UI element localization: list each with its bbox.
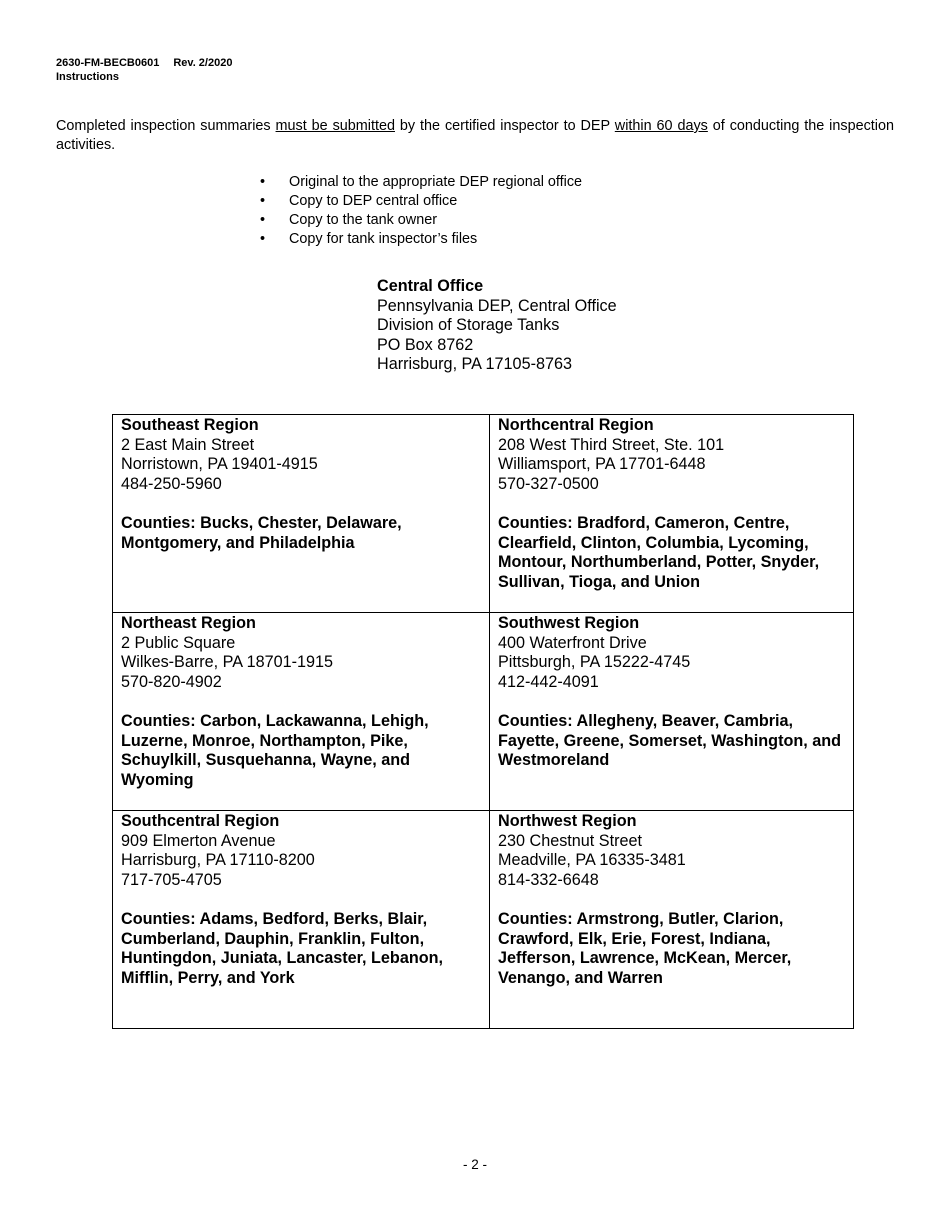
central-office-line: PO Box 8762: [377, 335, 474, 354]
central-office-line: Division of Storage Tanks: [377, 316, 560, 335]
distribution-item: • Copy to DEP central office: [258, 192, 582, 211]
region-name: Northeast Region: [121, 614, 256, 632]
region-phone: 484-250-5960: [121, 474, 222, 493]
central-office-address: [377, 277, 617, 375]
region-city: Williamsport, PA 17701-6448: [498, 455, 706, 474]
region-cell-northwest: [490, 811, 854, 1029]
region-name: Northcentral Region: [498, 416, 654, 434]
region-phone: 717-705-4705: [121, 870, 222, 889]
region-cell-southcentral: [113, 811, 490, 1029]
region-street: 400 Waterfront Drive: [498, 633, 647, 652]
intro-text-1: Completed inspection summaries: [56, 118, 276, 134]
region-counties: Counties: Adams, Bedford, Berks, Blair, Cumberland, Dauphin, Franklin, Fulton, Huntingdon, Juniata, Lancaster, Lebanon, Mifflin, Perry, and York: [121, 909, 443, 987]
regional-offices-table: [112, 414, 854, 1029]
intro-text-3: of conducting the inspection activities.: [56, 118, 894, 153]
region-street: 2 East Main Street: [121, 435, 255, 454]
region-counties: Counties: Carbon, Lackawanna, Lehigh, Luzerne, Monroe, Northampton, Pike, Schuylkill, Susquehanna, Wayne, and Wyoming: [121, 711, 429, 789]
region-city: Norristown, PA 19401-4915: [121, 455, 318, 474]
region-city: Meadville, PA 16335-3481: [498, 851, 686, 870]
distribution-item: • Original to the appropriate DEP regional office: [258, 173, 582, 192]
form-revision: Rev. 2/2020: [173, 57, 233, 69]
region-counties: Counties: Armstrong, Butler, Clarion, Crawford, Elk, Erie, Forest, Indiana, Jefferson, Lawrence, McKean, Mercer, Venango, and Warren: [498, 909, 792, 987]
region-counties: Counties: Bradford, Cameron, Centre, Clearfield, Clinton, Columbia, Lycoming, Montour, Northumberland, Potter, Snyder, Sullivan, Tioga, and Union: [498, 513, 820, 591]
region-name: Northwest Region: [498, 812, 637, 830]
region-phone: 570-327-0500: [498, 474, 599, 493]
region-cell-northcentral: [490, 415, 854, 613]
form-header: [56, 56, 232, 84]
form-section: Instructions: [56, 71, 119, 83]
distribution-list: [258, 173, 582, 249]
region-cell-southwest: [490, 613, 854, 811]
region-name: Southcentral Region: [121, 812, 280, 830]
central-office-line: Harrisburg, PA 17105-8763: [377, 355, 572, 374]
region-phone: 814-332-6648: [498, 870, 599, 889]
region-street: 909 Elmerton Avenue: [121, 831, 276, 850]
region-cell-northeast: [113, 613, 490, 811]
intro-text-2: by the certified inspector to DEP: [394, 118, 615, 134]
region-name: Southwest Region: [498, 614, 640, 632]
region-city: Wilkes-Barre, PA 18701-1915: [121, 653, 334, 672]
central-office-title: Central Office: [377, 277, 484, 295]
region-street: 2 Public Square: [121, 633, 236, 652]
form-number: 2630-FM-BECB0601: [56, 57, 160, 69]
region-counties: Counties: Allegheny, Beaver, Cambria, Fayette, Greene, Somerset, Washington, and Westmoreland: [498, 711, 842, 770]
distribution-item: • Copy to the tank owner: [258, 211, 582, 230]
region-counties: Counties: Bucks, Chester, Delaware, Montgomery, and Philadelphia: [121, 513, 402, 552]
region-city: Harrisburg, PA 17110-8200: [121, 851, 315, 870]
intro-paragraph: [56, 117, 894, 155]
page-number: - 2 -: [462, 1157, 487, 1172]
region-street: 208 West Third Street, Ste. 101: [498, 435, 725, 454]
intro-emphasis-1: must be submitted: [275, 118, 395, 134]
region-phone: 570-820-4902: [121, 672, 222, 691]
region-phone: 412-442-4091: [498, 672, 599, 691]
distribution-item: • Copy for tank inspector’s files: [258, 230, 582, 249]
region-cell-southeast: [113, 415, 490, 613]
region-street: 230 Chestnut Street: [498, 831, 642, 850]
central-office-line: Pennsylvania DEP, Central Office: [377, 296, 617, 315]
region-name: Southeast Region: [121, 416, 259, 434]
region-city: Pittsburgh, PA 15222-4745: [498, 653, 691, 672]
intro-emphasis-2: within 60 days: [614, 118, 708, 134]
